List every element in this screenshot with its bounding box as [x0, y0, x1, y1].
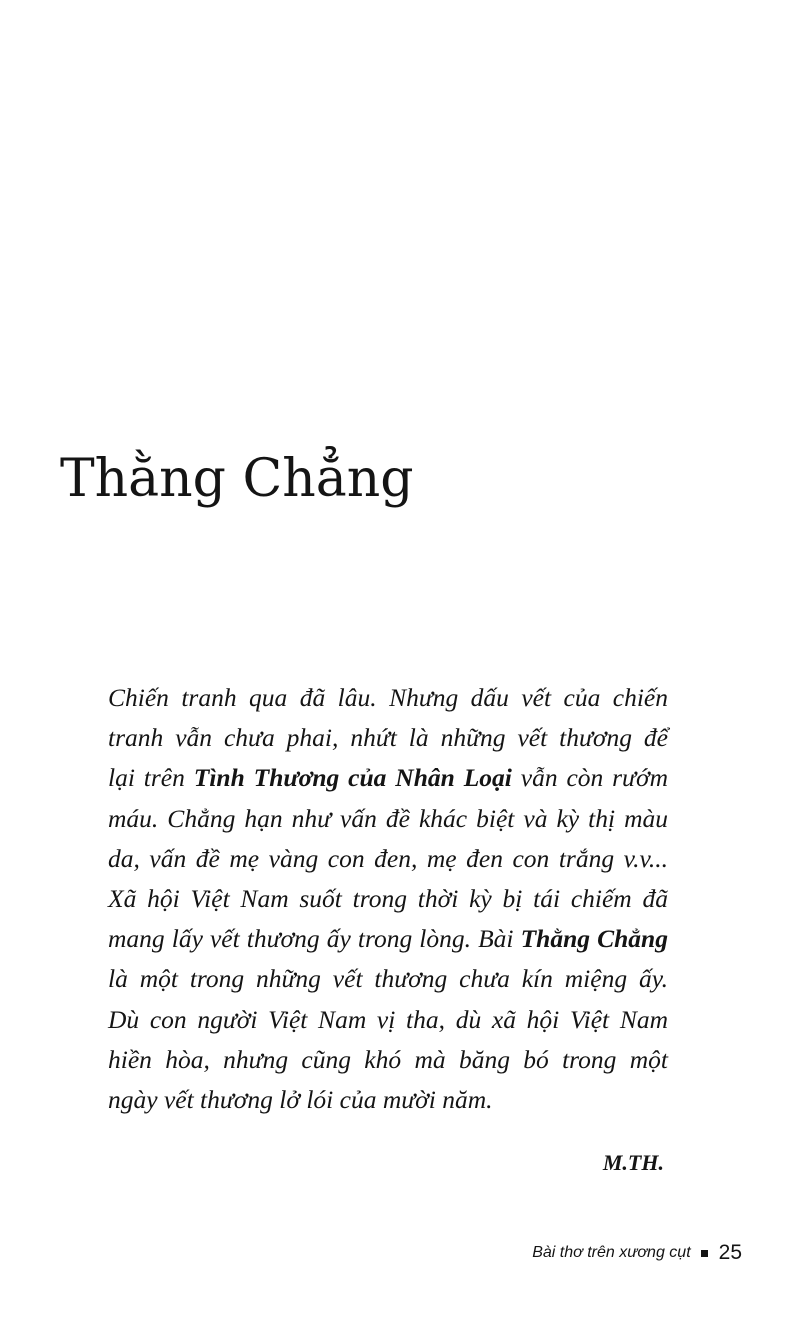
intro-line: Xã hội Việt Nam suốt trong thời kỳ bị tái chiếm đã [108, 884, 668, 914]
bold-phrase: Tình Thương của Nhân Loại [193, 763, 512, 793]
intro-line: Chiến tranh qua đã lâu. Nhưng dấu vết của chiến [108, 683, 668, 712]
author-signature: M.TH. [602, 1150, 664, 1175]
intro-line: máu. Chẳng hạn như vấn đề khác biệt và kỳ thị màu [108, 803, 668, 833]
intro-paragraph [108, 678, 668, 1120]
intro-line: da, vấn đề mẹ vàng con đen, mẹ đen con trắng v.v... [108, 843, 668, 873]
chapter-title: Thằng Chẳng [60, 449, 414, 509]
intro-line: hiền hòa, nhưng cũng khó mà băng bó trong một [108, 1044, 668, 1074]
square-bullet-icon [701, 1250, 708, 1257]
bold-phrase: Thằng Chẳng [520, 924, 668, 954]
intro-line: Dù con người Việt Nam vị tha, dù xã hội Việt Nam [108, 1004, 668, 1034]
intro-line: là một trong những vết thương chưa kín miệng ấy. [108, 964, 668, 994]
page-footer [532, 1241, 742, 1265]
intro-line: tranh vẫn chưa phai, nhứt là những vết thương để [108, 723, 668, 753]
page-number: 25 [718, 1241, 742, 1264]
intro-line: mang lấy vết thương ấy trong lòng. Bài Thằng Chẳng [108, 924, 668, 954]
intro-line: ngày vết thương lở lói của mười năm. [108, 1085, 493, 1115]
running-book-title: Bài thơ trên xương cụt [532, 1244, 691, 1261]
intro-line: lại trên Tình Thương của Nhân Loại vẫn còn rướm [108, 763, 668, 793]
